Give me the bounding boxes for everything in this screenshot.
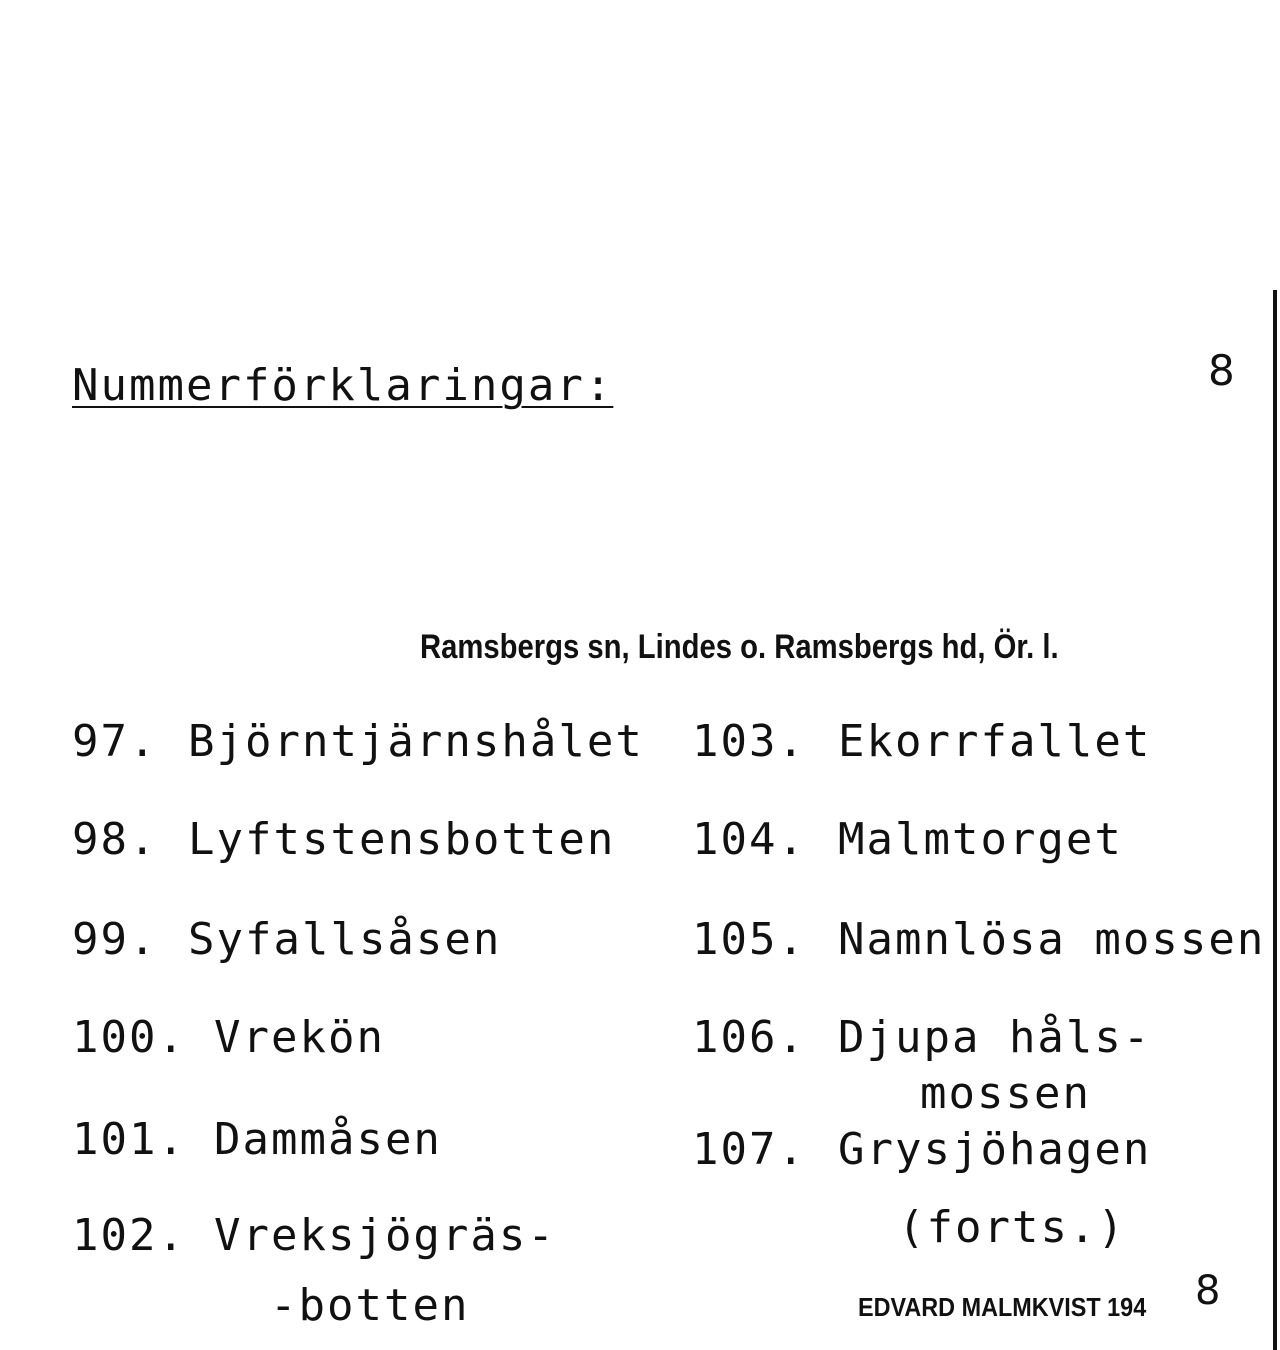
entry-name-continuation: -botten [270, 1280, 470, 1331]
entry-number: 101. [72, 1114, 186, 1165]
entry-name: Ekorrfallet [838, 716, 1152, 767]
entry-name: Syfallsåsen [188, 914, 502, 965]
entry-number: 106. [692, 1012, 806, 1063]
entry-name-continuation: mossen [920, 1068, 1091, 1119]
entry-name: Vreksjögräs- [214, 1210, 556, 1261]
card-edge-line [1273, 290, 1277, 1350]
entry-number: 103. [692, 716, 806, 767]
page-number: 8 [1208, 346, 1235, 395]
entry-number: 102. [72, 1210, 186, 1261]
parish-line: Ramsbergs sn, Lindes o. Ramsbergs hd, Ör. l. [420, 628, 1059, 666]
page-heading: Nummerförklaringar: [72, 360, 614, 411]
year-last-digit: 8 [1195, 1268, 1221, 1314]
entry-name: Vrekön [214, 1012, 385, 1063]
entry-number: 105. [692, 914, 806, 965]
entry-number: 107. [692, 1124, 806, 1175]
entry-number: 100. [72, 1012, 186, 1063]
entry-name: Björntjärnshålet [188, 716, 644, 767]
entry-number: 104. [692, 814, 806, 865]
entry-name: Grysjöhagen [838, 1124, 1152, 1175]
continued-note: (forts.) [898, 1202, 1126, 1253]
entry-name: Lyftstensbotten [188, 814, 616, 865]
entry-name: Namnlösa mossen [838, 914, 1266, 965]
entry-name: Djupa håls- [838, 1012, 1152, 1063]
entry-number: 97. [72, 716, 158, 767]
author-year: EDVARD MALMKVIST 194 [858, 1292, 1147, 1322]
entry-number: 98. [72, 814, 158, 865]
entry-number: 99. [72, 914, 158, 965]
entry-name: Malmtorget [838, 814, 1123, 865]
entry-name: Dammåsen [214, 1114, 442, 1165]
